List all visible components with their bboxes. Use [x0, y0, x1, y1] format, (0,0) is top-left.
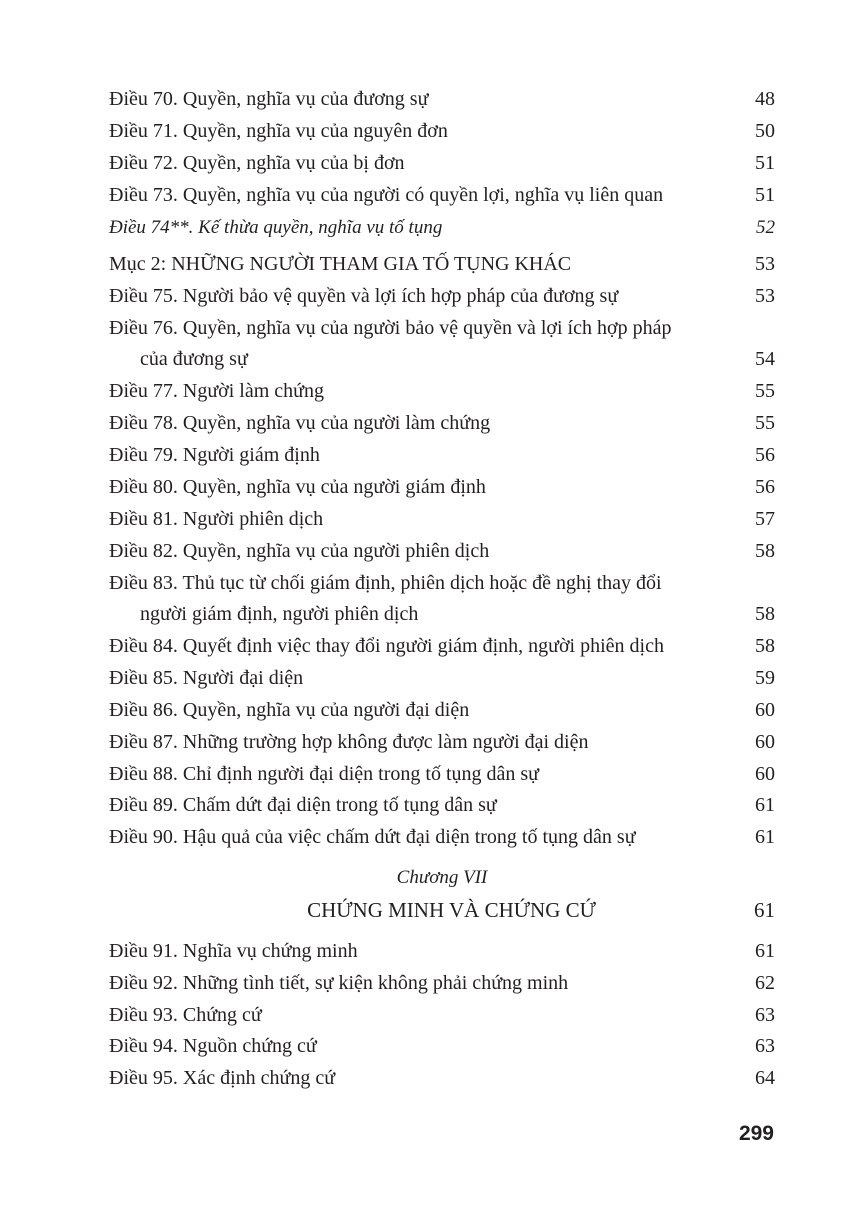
chapter-page: 61: [754, 897, 775, 922]
toc-entry-page: 60: [755, 762, 775, 785]
toc-entry-dieu-75: [109, 281, 775, 313]
toc-entry-dieu-74: [109, 212, 775, 244]
toc-entry-dieu-83: [109, 568, 775, 631]
toc-entry-title: Điều 88. Chỉ định người đại diện trong tố tụng dân sự: [109, 762, 539, 785]
toc-entry-title: Điều 85. Người đại diện: [109, 666, 304, 689]
toc-entry-title: Điều 84. Quyết định việc thay đổi người giám định, người phiên dịch: [109, 634, 664, 657]
toc-entry-page: 64: [755, 1067, 775, 1090]
toc-entry-dieu-89: [109, 790, 775, 822]
toc-entry-dieu-93: [109, 1000, 775, 1032]
toc-entry-title: Điều 79. Người giám định: [109, 444, 320, 467]
toc-entry-title: Điều 74**. Kế thừa quyền, nghĩa vụ tố tụng: [109, 216, 443, 238]
toc-entry-page: 55: [755, 380, 775, 403]
toc-entry-title: Điều 87. Những trường hợp không được làm người đại diện: [109, 730, 589, 753]
toc-entry-title: Điều 71. Quyền, nghĩa vụ của nguyên đơn: [109, 119, 448, 142]
toc-entry-dieu-72: [109, 148, 775, 180]
toc-entry-page: 63: [755, 1035, 775, 1058]
toc-entry-title: [109, 568, 755, 631]
toc-entry-dieu-88: [109, 759, 775, 791]
toc-entry-title: Điều 95. Xác định chứng cứ: [109, 1067, 336, 1090]
toc-entry-title: Điều 75. Người bảo vệ quyền và lợi ích hợp pháp của đương sự: [109, 284, 619, 307]
toc-entry-title-line-2: người giám định, người phiên dịch: [140, 603, 419, 626]
toc-entry-page: 54: [755, 348, 775, 371]
toc-entry-dieu-78: [109, 408, 775, 440]
section-title: Mục 2: NHỮNG NGƯỜI THAM GIA TỐ TỤNG KHÁC: [109, 253, 572, 276]
toc-entry-title-line-1: Điều 76. Quyền, nghĩa vụ của người bảo vệ quyền và lợi ích hợp pháp: [109, 316, 672, 339]
toc-entry-title: Điều 81. Người phiên dịch: [109, 507, 324, 530]
toc-entry-title: Điều 70. Quyền, nghĩa vụ của đương sự: [109, 88, 429, 110]
toc-entry-page: 52: [756, 216, 775, 238]
toc-entry-dieu-76: [109, 313, 775, 376]
toc-entry-dieu-82: [109, 536, 775, 568]
page-number: 299: [738, 1122, 774, 1145]
chapter-label: Chương VII: [396, 866, 488, 888]
toc-entry-title: Điều 82. Quyền, nghĩa vụ của người phiên dịch: [109, 539, 490, 562]
toc-entry-page: 60: [755, 730, 775, 753]
toc-entry-dieu-87: [109, 727, 775, 759]
toc-entry-title: Điều 91. Nghĩa vụ chứng minh: [109, 939, 358, 962]
toc-entry-page: 50: [755, 119, 775, 142]
toc-entry-dieu-86: [109, 695, 775, 727]
toc-entry-dieu-92: [109, 968, 775, 1000]
toc-entry-page: 53: [755, 284, 775, 307]
toc-entry-title: [109, 313, 755, 376]
toc-entry-page: 56: [755, 444, 775, 467]
toc-section-muc-2: [109, 249, 775, 281]
toc-entry-page: 58: [755, 634, 775, 657]
toc-entry-page: 61: [755, 826, 775, 849]
toc-entry-dieu-84: [109, 631, 775, 663]
toc-entry-page: 60: [755, 698, 775, 721]
toc-entry-dieu-90: [109, 822, 775, 854]
toc-entry-dieu-94: [109, 1031, 775, 1063]
toc-entry-page: 63: [755, 1003, 775, 1026]
toc-entry-title: Điều 90. Hậu quả của việc chấm dứt đại diện trong tố tụng dân sự: [109, 826, 636, 849]
toc-entry-title: Điều 92. Những tình tiết, sự kiện không phải chứng minh: [109, 971, 569, 994]
toc-entry-title: Điều 72. Quyền, nghĩa vụ của bị đơn: [109, 151, 405, 174]
table-of-contents: [109, 84, 775, 1095]
toc-entry-page: 58: [755, 603, 775, 626]
toc-entry-title: Điều 93. Chứng cứ: [109, 1003, 262, 1026]
toc-entry-page: 61: [755, 794, 775, 817]
toc-entry-title-line-1: Điều 83. Thủ tục từ chối giám định, phiên dịch hoặc đề nghị thay đổi: [109, 571, 662, 594]
section-page: 53: [755, 253, 775, 276]
toc-entry-dieu-70: [109, 84, 775, 116]
toc-entry-title: Điều 89. Chấm dứt đại diện trong tố tụng dân sự: [109, 794, 497, 817]
toc-entry-dieu-81: [109, 504, 775, 536]
toc-entry-dieu-95: [109, 1063, 775, 1095]
toc-entry-title: Điều 78. Quyền, nghĩa vụ của người làm chứng: [109, 412, 491, 435]
toc-entry-title: Điều 77. Người làm chứng: [109, 380, 324, 403]
toc-chapter-7: [109, 892, 775, 928]
toc-entry-title: Điều 94. Nguồn chứng cứ: [109, 1035, 317, 1058]
toc-entry-page: 57: [755, 507, 775, 530]
toc-entry-page: 51: [755, 183, 775, 206]
toc-entry-page: 62: [755, 971, 775, 994]
toc-entry-dieu-73: [109, 180, 775, 212]
toc-entry-page: 55: [755, 412, 775, 435]
toc-entry-dieu-71: [109, 116, 775, 148]
toc-entry-dieu-91: [109, 936, 775, 968]
toc-entry-dieu-80: [109, 472, 775, 504]
toc-entry-title: Điều 80. Quyền, nghĩa vụ của người giám định: [109, 475, 486, 498]
toc-entry-page: 59: [755, 666, 775, 689]
toc-entry-page: 51: [755, 151, 775, 174]
toc-entry-dieu-79: [109, 440, 775, 472]
toc-entry-page: 48: [755, 88, 775, 110]
toc-entry-dieu-85: [109, 663, 775, 695]
toc-entry-title: Điều 86. Quyền, nghĩa vụ của người đại diện: [109, 698, 470, 721]
toc-entry-title-line-2: của đương sự: [140, 348, 248, 371]
toc-entry-page: 56: [755, 475, 775, 498]
chapter-title: CHỨNG MINH VÀ CHỨNG CỨ: [307, 897, 596, 922]
toc-entry-dieu-77: [109, 376, 775, 408]
toc-entry-page: 58: [755, 539, 775, 562]
toc-entry-page: 61: [755, 939, 775, 962]
toc-entry-title: Điều 73. Quyền, nghĩa vụ của người có quyền lợi, nghĩa vụ liên quan: [109, 183, 664, 206]
